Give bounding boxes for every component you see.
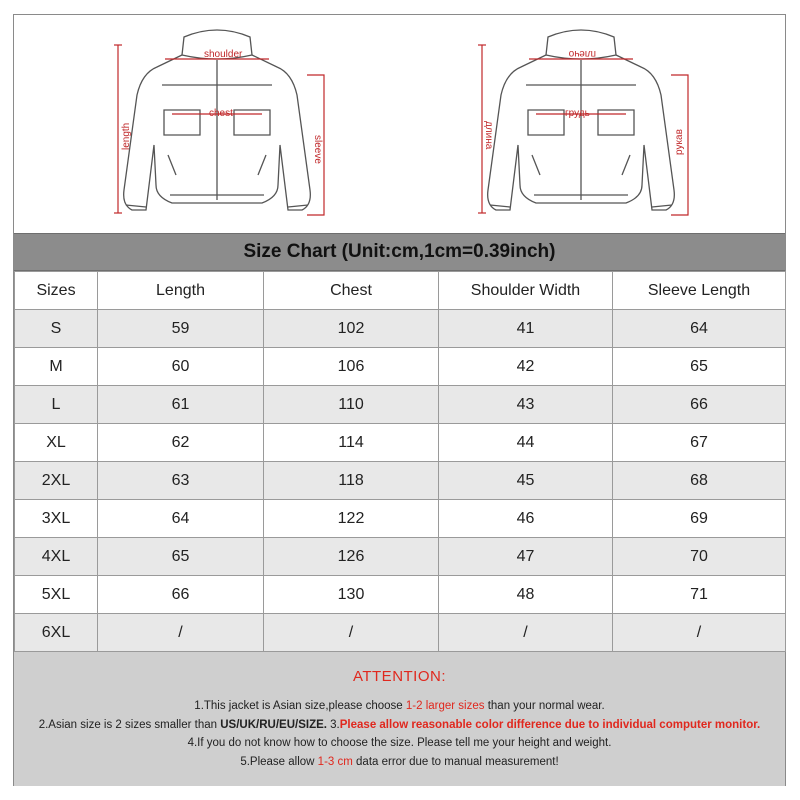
length-cell: 63 [98,462,264,500]
chest-cell: 130 [264,576,439,614]
header-length: Length [98,272,264,310]
jacket-illustration-english [102,15,332,233]
table-row [15,576,786,614]
attention-line-1 [14,697,785,716]
line2-mid: 3. [326,718,340,731]
length-cell: 66 [98,576,264,614]
attention-line-2 [14,716,785,735]
shoulder-cell: 43 [439,386,613,424]
chest-cell: 114 [264,424,439,462]
shoulder-cell: 48 [439,576,613,614]
line2-bold: US/UK/RU/EU/SIZE. [220,718,327,731]
attention-panel [14,651,785,786]
line1-text: 1.This jacket is Asian size,please choose [194,700,406,712]
length-cell: 61 [98,386,264,424]
shoulder-cell: / [439,614,613,652]
header-chest: Chest [264,272,439,310]
header-sleeve-length: Sleeve Length [613,272,786,310]
size-cell: 6XL [15,614,98,652]
length-cell: 65 [98,538,264,576]
length-cell: 62 [98,424,264,462]
illustration-area [14,15,785,233]
table-row [15,462,786,500]
shoulder-cell: 41 [439,310,613,348]
line4-text-end: data error due to manual measurement! [352,755,559,768]
size-table [14,271,786,652]
size-cell: S [15,310,98,348]
length-cell: 60 [98,348,264,386]
shoulder-label-ru: плечо [568,48,596,59]
table-row [15,348,786,386]
chest-label-ru: грудь [565,108,590,119]
shoulder-cell: 45 [439,462,613,500]
table-row [15,424,786,462]
length-cell: / [98,614,264,652]
sleeve-cell: 68 [613,462,786,500]
sleeve-cell: 66 [613,386,786,424]
size-cell: 5XL [15,576,98,614]
length-label: length [121,122,132,150]
size-cell: L [15,386,98,424]
header-shoulder-width: Shoulder Width [439,272,613,310]
jacket-illustration-russian [466,15,696,233]
line4-text: 5.Please allow [240,755,318,768]
size-cell: M [15,348,98,386]
attention-title: ATTENTION: [352,668,447,685]
line2-text: 2.Asian size is 2 sizes smaller than [38,718,221,731]
shoulder-cell: 47 [439,538,613,576]
chest-label: chest [209,108,233,119]
size-chart-title: Size Chart (Unit:cm,1cm=0.39inch) [14,233,785,271]
attention-line-4 [14,753,785,772]
sleeve-cell: 69 [613,500,786,538]
line1-highlight: 1-2 larger sizes [405,700,485,712]
chest-cell: 126 [264,538,439,576]
table-header-row [15,272,786,310]
table-row [15,500,786,538]
shoulder-cell: 42 [439,348,613,386]
header-sizes: Sizes [15,272,98,310]
line2-highlight: Please allow reasonable color difference due to individual computer monitor. [339,718,761,731]
size-cell: 4XL [15,538,98,576]
size-cell: 3XL [15,500,98,538]
sleeve-cell: 64 [613,310,786,348]
attention-line-3: 4.If you do not know how to choose the size. Please tell me your height and weight. [187,737,612,749]
sleeve-cell: 65 [613,348,786,386]
length-cell: 64 [98,500,264,538]
sleeve-cell: / [613,614,786,652]
chest-cell: / [264,614,439,652]
sleeve-cell: 71 [613,576,786,614]
line1-text-end: than your normal wear. [484,700,605,712]
table-row [15,386,786,424]
chest-cell: 102 [264,310,439,348]
size-cell: 2XL [15,462,98,500]
sleeve-label-ru: рукав [674,129,685,155]
shoulder-cell: 46 [439,500,613,538]
length-cell: 59 [98,310,264,348]
shoulder-cell: 44 [439,424,613,462]
chest-cell: 106 [264,348,439,386]
sleeve-cell: 67 [613,424,786,462]
table-row [15,614,786,652]
sleeve-cell: 70 [613,538,786,576]
chest-cell: 118 [264,462,439,500]
length-label-ru: длина [483,121,494,150]
table-row [15,538,786,576]
line4-highlight: 1-3 cm [317,755,353,768]
chest-cell: 122 [264,500,439,538]
table-row [15,310,786,348]
chest-cell: 110 [264,386,439,424]
shoulder-label: shoulder [204,49,243,60]
sleeve-label: sleeve [312,135,323,164]
size-cell: XL [15,424,98,462]
